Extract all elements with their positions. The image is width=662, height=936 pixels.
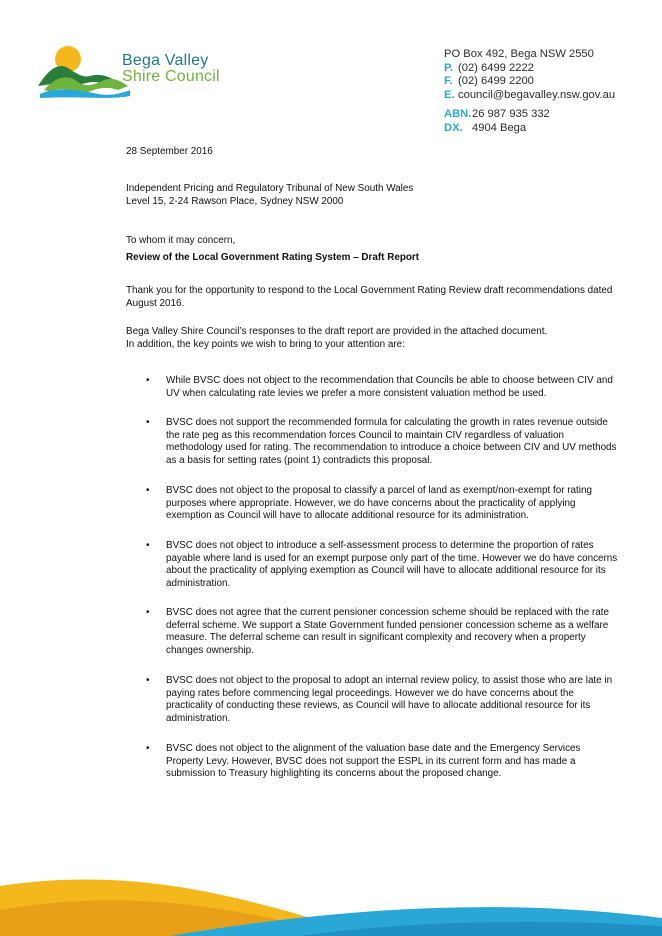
list-item — [144, 607, 619, 657]
logo-title-line2: Shire Council — [122, 68, 220, 85]
second-paragraph — [126, 326, 616, 351]
po-box-address: PO Box 492, Bega NSW 2550 — [444, 48, 594, 60]
contact-details — [444, 48, 615, 136]
phone-label: P. — [444, 61, 454, 74]
bullet-icon: • — [146, 375, 150, 386]
recipient-line2: Level 15, 2-24 Rawson Place, Sydney NSW 2000 — [126, 195, 344, 207]
list-item-text: BVSC does not object to the proposal to adopt an internal review policy, to assist those who are late in paying rates before commencing legal proceedings. However we do have concerns about the practicality of conducting these reviews, as Council will have to allocate additional resource for its administration. — [166, 675, 613, 724]
bullet-icon: • — [146, 607, 150, 618]
dx-label: DX. — [444, 121, 463, 134]
list-item — [144, 417, 619, 467]
salutation: To whom it may concern, — [126, 235, 236, 246]
list-item-text: BVSC does not object to the alignment of the valuation base date and the Emergency Services Property Levy. However, BVSC does not support the ESPL in its current form and has made a submission to Treasury highlighting its concerns about the proposed change. — [166, 743, 581, 780]
intro-paragraph: Thank you for the opportunity to respond to the Local Government Rating Review draft recommendations dated August 2016. — [126, 285, 613, 309]
abn-number: 26 987 935 332 — [472, 108, 550, 121]
list-item-text: While BVSC does not object to the recommendation that Councils be able to choose between CIV and UV when calculating rate levies we prefer a more consistent valuation method be used. — [166, 375, 613, 399]
bullet-icon: • — [146, 675, 150, 686]
bullet-icon: • — [146, 540, 150, 551]
abn-label: ABN. — [444, 108, 472, 121]
letter-date: 28 September 2016 — [126, 146, 213, 157]
council-logo — [38, 40, 253, 100]
dx-row — [444, 122, 615, 136]
list-item-text: BVSC does not object to introduce a self-assessment process to determine the proportion of rates payable where land is used for an exempt purpose only part of the time. However we do have concerns about the practicality of applying exemption as Council will have to allocate additional resource for its administration. — [166, 540, 618, 589]
fax-row — [444, 75, 615, 89]
bullet-icon: • — [146, 743, 150, 754]
dx-number: 4904 Bega — [472, 121, 527, 134]
phone-row — [444, 62, 615, 76]
email-address[interactable]: council@begavalley.nsw.gov.au — [458, 88, 616, 101]
list-item — [144, 375, 619, 400]
list-item-text: BVSC does not object to the proposal to classify a parcel of land as exempt/non-exempt for rating purposes where appropriate. However, we do have concerns about the practicality of applying exemption as Council will have to allocate additional resource for its administration. — [166, 485, 592, 522]
abn-row — [444, 108, 615, 122]
bullet-icon: • — [146, 485, 150, 496]
phone-number: (02) 6499 2222 — [458, 61, 534, 74]
letter-subject: Review of the Local Government Rating System – Draft Report — [126, 252, 420, 263]
logo-title-line1: Bega Valley — [122, 52, 209, 69]
list-item — [144, 485, 619, 523]
list-item-text: BVSC does not agree that the current pensioner concession scheme should be replaced with the rate deferral scheme. We support a State Government funded pensioner concession scheme as a welfare measure. The deferral scheme can result in significant complexity and recovery when a property changes ownership. — [166, 607, 609, 656]
list-item — [144, 540, 619, 590]
email-row — [444, 89, 615, 103]
recipient-line1: Independent Pricing and Regulatory Tribunal of New South Wales — [126, 183, 414, 194]
email-label: E. — [444, 88, 455, 101]
list-item — [144, 675, 619, 725]
list-item — [144, 743, 619, 781]
bega-valley-logo-mark-icon — [38, 40, 130, 98]
recipient-address — [126, 183, 413, 208]
list-item-text: BVSC does not support the recommended formula for calculating the growth in rates revenue outside the rate peg as this recommendation forces Council to maintain CIV regardless of valuation methodology used for rating. The recommendation to introduce a choice between CIV and UV methods as a basis for setting rates (point 1) contradicts this proposal. — [166, 417, 617, 466]
fax-label: F. — [444, 75, 453, 88]
fax-number: (02) 6499 2200 — [458, 75, 534, 88]
bullet-icon: • — [146, 417, 150, 428]
second-paragraph-line1: Bega Valley Shire Council’s responses to the draft report are provided in the attached document. — [126, 326, 548, 337]
footer-wave-graphic-icon — [0, 864, 662, 936]
second-paragraph-line2: In addition, the key points we wish to bring to your attention are: — [126, 338, 405, 350]
